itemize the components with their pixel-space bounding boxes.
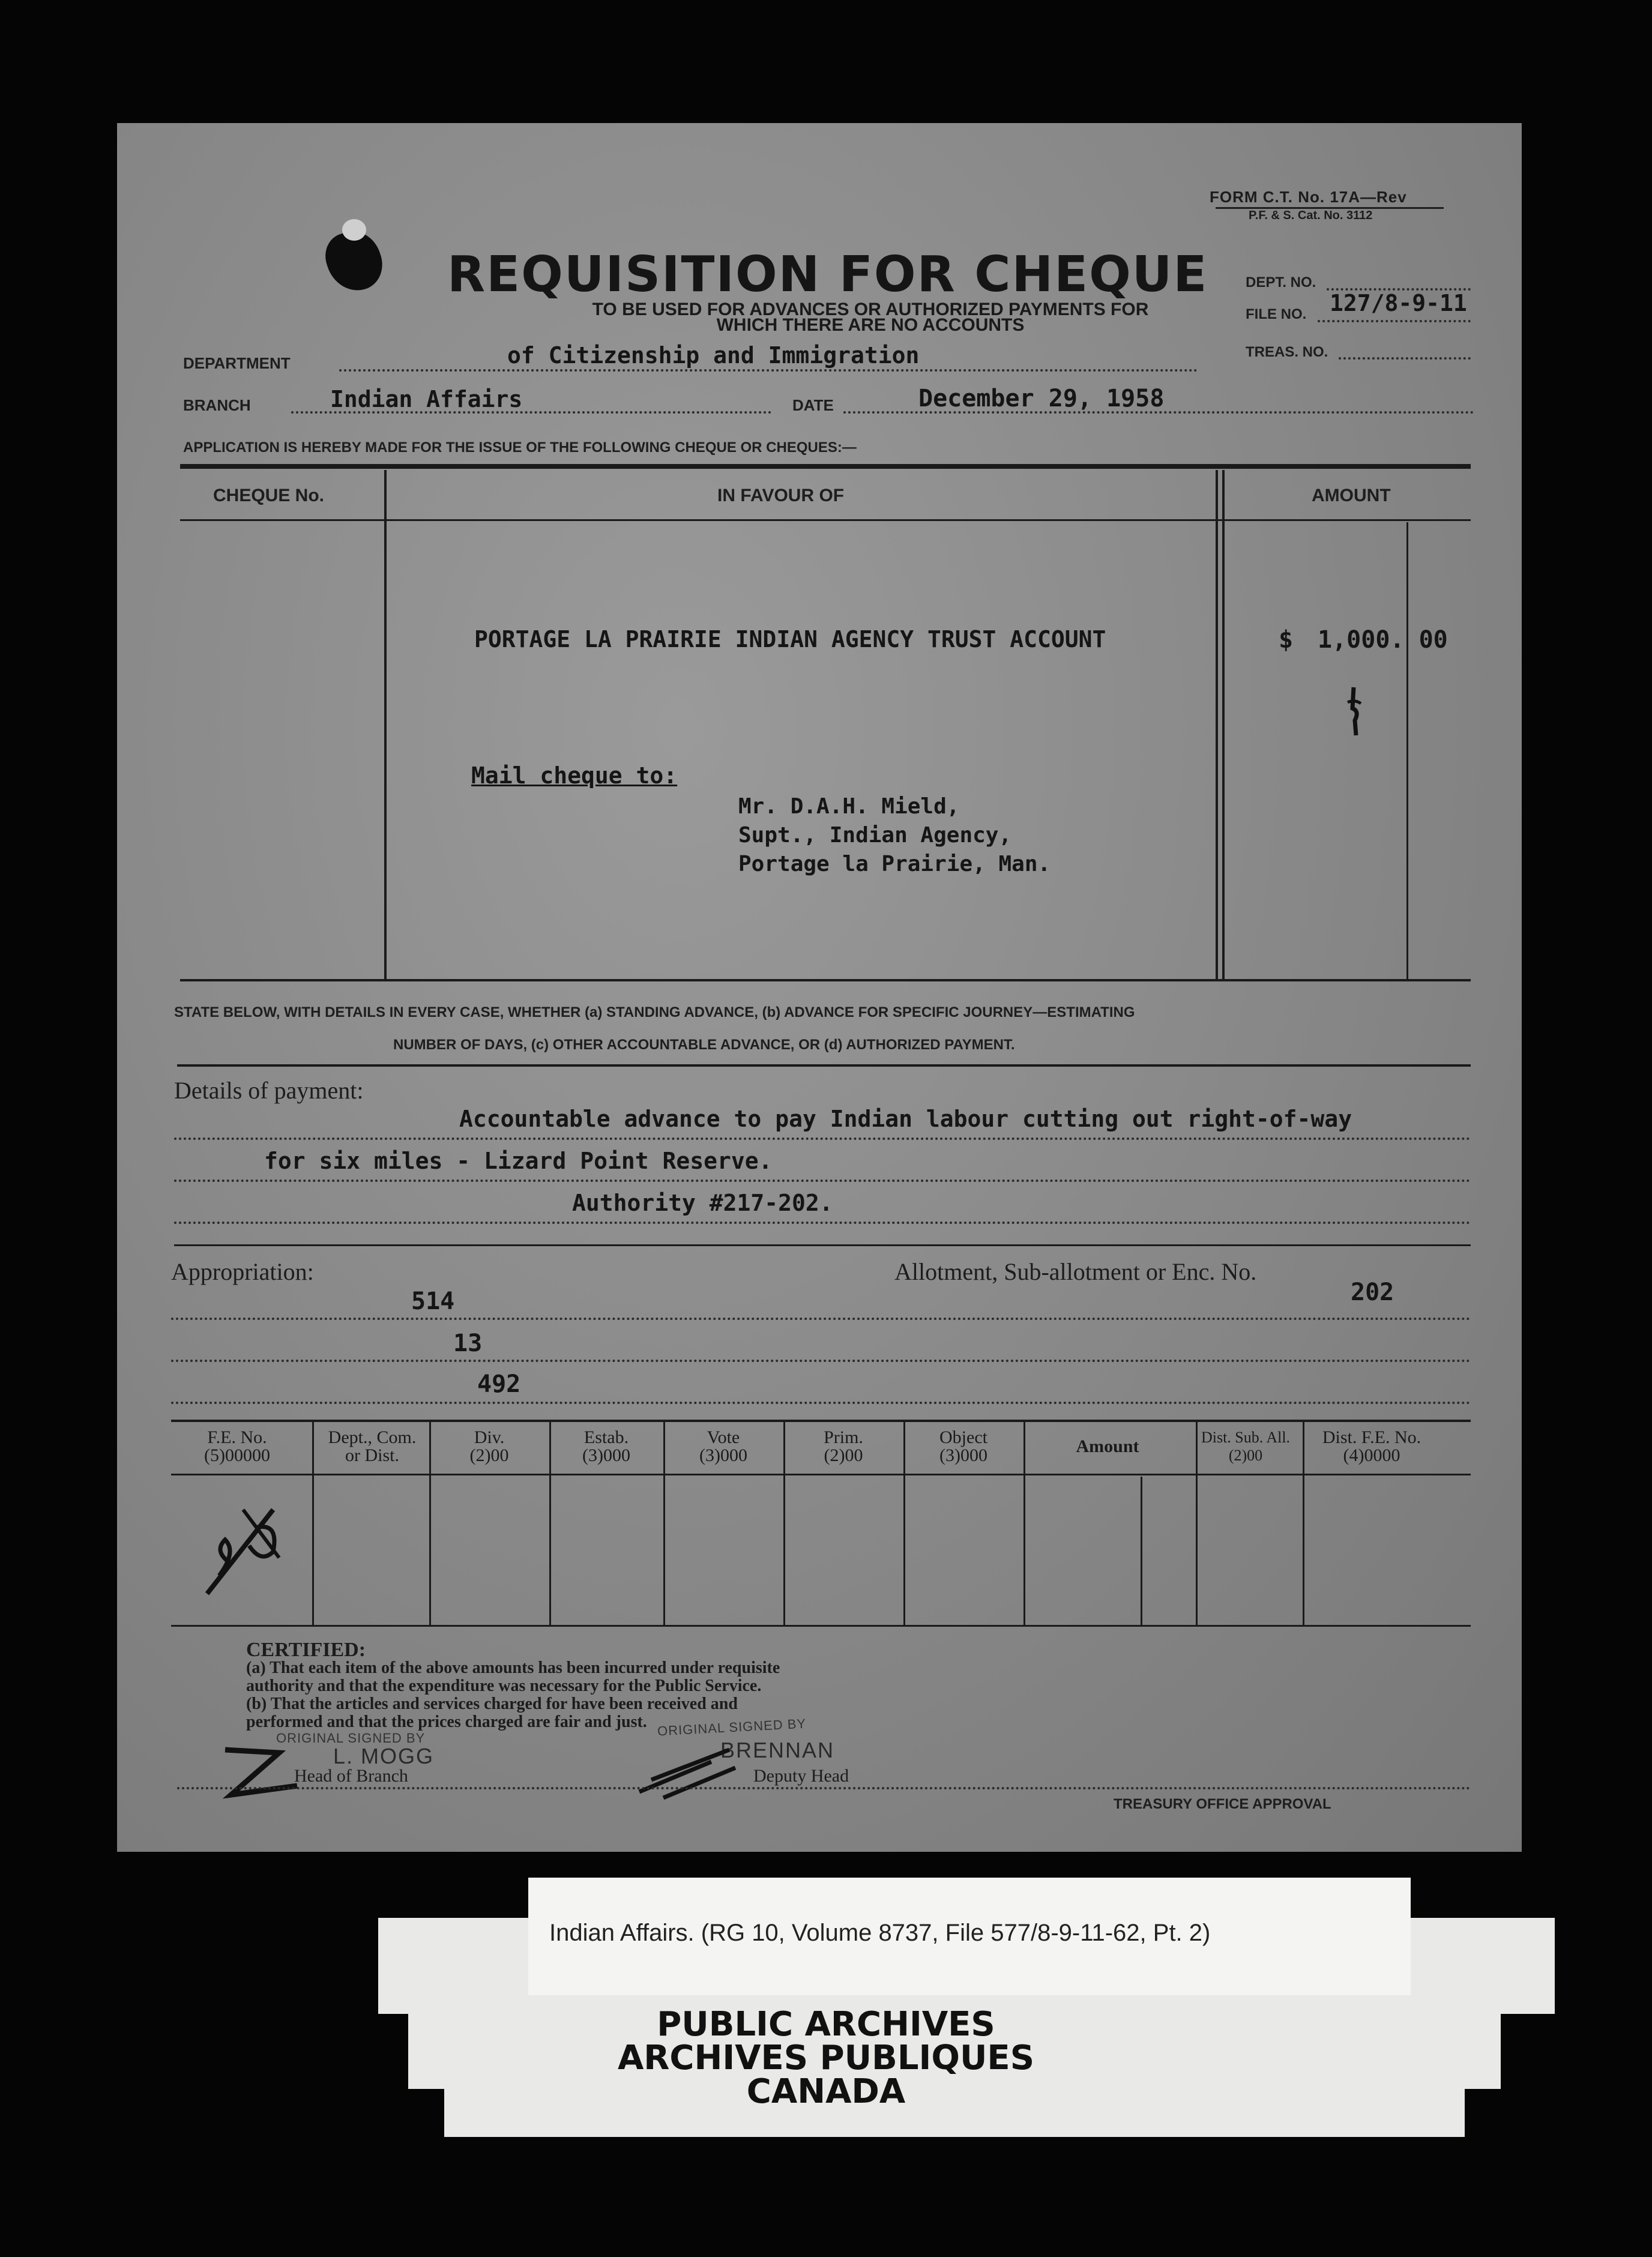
file-no-line: [1318, 320, 1471, 322]
mail-cheque-label: Mail cheque to:: [471, 762, 678, 789]
appropriation-value-2: 13: [453, 1330, 483, 1357]
details-line-2: for six miles - Lizard Point Reserve.: [264, 1148, 773, 1174]
requisition-form: [117, 123, 1522, 1852]
signer-2-name: BRENNAN: [720, 1738, 835, 1762]
ink-blot-highlight: [342, 219, 366, 241]
coding-div-9: [1303, 1422, 1304, 1626]
branch-line: [291, 411, 771, 414]
coding-div-6: [903, 1422, 905, 1626]
col-object: Object (3)000: [939, 1427, 987, 1465]
dept-no-label: DEPT. NO.: [1246, 274, 1316, 291]
certified-heading: CERTIFIED:: [246, 1639, 366, 1661]
coding-table-bottom-rule: [171, 1625, 1471, 1627]
col-dept: Dept., Com. or Dist.: [328, 1427, 417, 1465]
coding-table-header: [171, 1429, 1471, 1465]
appropriation-value-1: 514: [411, 1288, 455, 1315]
signer-1-name: L. MOGG: [333, 1744, 435, 1768]
allotment-label: Allotment, Sub-allotment or Enc. No.: [894, 1258, 1257, 1285]
original-signed-stamp-2: ORIGINAL SIGNED BY: [657, 1716, 807, 1739]
branch-label: BRANCH: [183, 396, 251, 414]
col-fe-no: F.E. No. (5)00000: [204, 1427, 270, 1465]
details-bottom-rule: [174, 1244, 1471, 1246]
file-no-label: FILE NO.: [1246, 306, 1307, 322]
date-line: [843, 411, 1474, 414]
application-text: APPLICATION IS HEREBY MADE FOR THE ISSUE OF THE FOLLOWING CHEQUE OR CHEQUES:—: [183, 439, 857, 456]
col-dist-fe-no: Dist. F.E. No. (4)0000: [1322, 1427, 1421, 1465]
deputy-head-label: Deputy Head: [753, 1766, 849, 1786]
appropriation-rule-1: [171, 1318, 1471, 1320]
appropriation-value-3: 492: [477, 1370, 521, 1398]
col-estab: Estab. (3)000: [582, 1427, 630, 1465]
coding-table-header-rule: [171, 1474, 1471, 1475]
archive-line-1: PUBLIC ARCHIVES: [657, 2005, 995, 2044]
details-label: Details of payment:: [174, 1077, 364, 1104]
allotment-value: 202: [1351, 1279, 1394, 1306]
form-subtitle-1: TO BE USED FOR ADVANCES OR AUTHORIZED PAYMENTS FOR: [592, 300, 1149, 319]
coding-div-8: [1196, 1422, 1198, 1626]
cheque-table-bottom-rule: [180, 979, 1471, 981]
coding-div-amount-cents: [1141, 1477, 1142, 1626]
file-no-value: 127/8-9-11: [1330, 290, 1467, 316]
archive-line-2: ARCHIVES PUBLIQUES: [617, 2039, 1035, 2078]
col-vote: Vote (3)000: [699, 1427, 747, 1465]
cheque-col-divider-2b: [1222, 470, 1225, 980]
cheque-no-header: CHEQUE No.: [213, 486, 325, 505]
cheque-table-header-rule: [180, 519, 1471, 521]
archive-citation-card: [528, 1878, 1411, 1995]
appropriation-label: Appropriation:: [171, 1258, 314, 1285]
details-line-1: Accountable advance to pay Indian labour cutting out right-of-way: [459, 1106, 1352, 1132]
department-value: of Citizenship and Immigration: [507, 342, 920, 369]
original-signed-stamp-1: ORIGINAL SIGNED BY: [276, 1731, 426, 1746]
col-amount: Amount: [1076, 1436, 1139, 1456]
details-rule-3: [174, 1222, 1471, 1224]
currency-symbol: $: [1279, 626, 1294, 654]
cheque-amount: 1,000. 00: [1318, 626, 1448, 654]
treas-no-label: TREAS. NO.: [1246, 344, 1328, 360]
department-line: [339, 369, 1198, 372]
branch-value: Indian Affairs: [330, 386, 523, 412]
cheque-col-divider-1: [384, 470, 387, 980]
signature-2-mark: [627, 1738, 747, 1804]
coding-table-top-rule: [171, 1420, 1471, 1422]
cert-line-b2: performed and that the prices charged are fair and just.: [246, 1713, 647, 1731]
handwritten-fe-mark: [183, 1486, 303, 1606]
mail-address-line-2: Supt., Indian Agency,: [738, 823, 1012, 848]
form-title: REQUISITION FOR CHEQUE: [447, 246, 1208, 303]
date-label: DATE: [792, 396, 834, 414]
appropriation-rule-3: [171, 1402, 1471, 1404]
appropriation-rule-2: [171, 1360, 1471, 1362]
amount-header: AMOUNT: [1312, 486, 1391, 505]
col-prim: Prim. (2)00: [824, 1427, 863, 1465]
cert-line-b1: (b) That the articles and services charged for have been received and: [246, 1695, 738, 1713]
cheque-table-top-rule: [180, 464, 1471, 469]
form-number: FORM C.T. No. 17A—Rev: [1210, 188, 1407, 206]
instructions-rule: [177, 1064, 1471, 1067]
form-subtitle-2: WHICH THERE ARE NO ACCOUNTS: [716, 315, 1025, 335]
coding-div-3: [549, 1422, 551, 1626]
signature-rule: [177, 1787, 1471, 1789]
details-rule-1: [174, 1138, 1471, 1140]
archive-citation: Indian Affairs. (RG 10, Volume 8737, File 577/8-9-11-62, Pt. 2): [549, 1920, 1211, 1946]
treas-no-line: [1339, 357, 1471, 360]
head-of-branch-label: Head of Branch: [294, 1766, 408, 1786]
mail-address-line-1: Mr. D.A.H. Mield,: [738, 794, 960, 819]
payee-name: PORTAGE LA PRAIRIE INDIAN AGENCY TRUST ACCOUNT: [474, 626, 1106, 652]
treasury-approval-label: TREASURY OFFICE APPROVAL: [1114, 1796, 1331, 1812]
coding-div-7: [1023, 1422, 1025, 1626]
cert-line-a2: authority and that the expenditure was necessary for the Public Service.: [246, 1677, 762, 1695]
coding-div-1: [312, 1422, 314, 1626]
catalogue-number: P.F. & S. Cat. No. 3112: [1249, 209, 1373, 222]
details-line-3: Authority #217-202.: [572, 1190, 833, 1216]
coding-div-4: [663, 1422, 665, 1626]
coding-div-2: [429, 1422, 431, 1626]
in-favour-of-header: IN FAVOUR OF: [717, 486, 845, 505]
signature-1-mark: [213, 1738, 303, 1804]
details-rule-2: [174, 1180, 1471, 1182]
department-label: DEPARTMENT: [183, 354, 291, 372]
col-div: Div. (2)00: [469, 1427, 509, 1465]
cents-divider: [1406, 522, 1408, 980]
cert-line-a1: (a) That each item of the above amounts has been incurred under requisite: [246, 1659, 780, 1677]
coding-div-5: [783, 1422, 785, 1626]
date-value: December 29, 1958: [918, 385, 1165, 412]
archive-line-3: CANADA: [746, 2072, 906, 2111]
col-dist-sub-all: Dist. Sub. All. (2)00: [1201, 1429, 1291, 1464]
instructions-line-2: NUMBER OF DAYS, (c) OTHER ACCOUNTABLE ADVANCE, OR (d) AUTHORIZED PAYMENT.: [393, 1037, 1015, 1053]
initial-mark: [1342, 684, 1366, 738]
instructions-line-1: STATE BELOW, WITH DETAILS IN EVERY CASE, WHETHER (a) STANDING ADVANCE, (b) ADVANCE FOR SPECIFIC JOURNEY—ESTIMATING: [174, 1004, 1135, 1020]
cheque-col-divider-2: [1216, 470, 1218, 980]
archive-stamp: [0, 2005, 1652, 2111]
mail-address-line-3: Portage la Prairie, Man.: [738, 852, 1051, 876]
